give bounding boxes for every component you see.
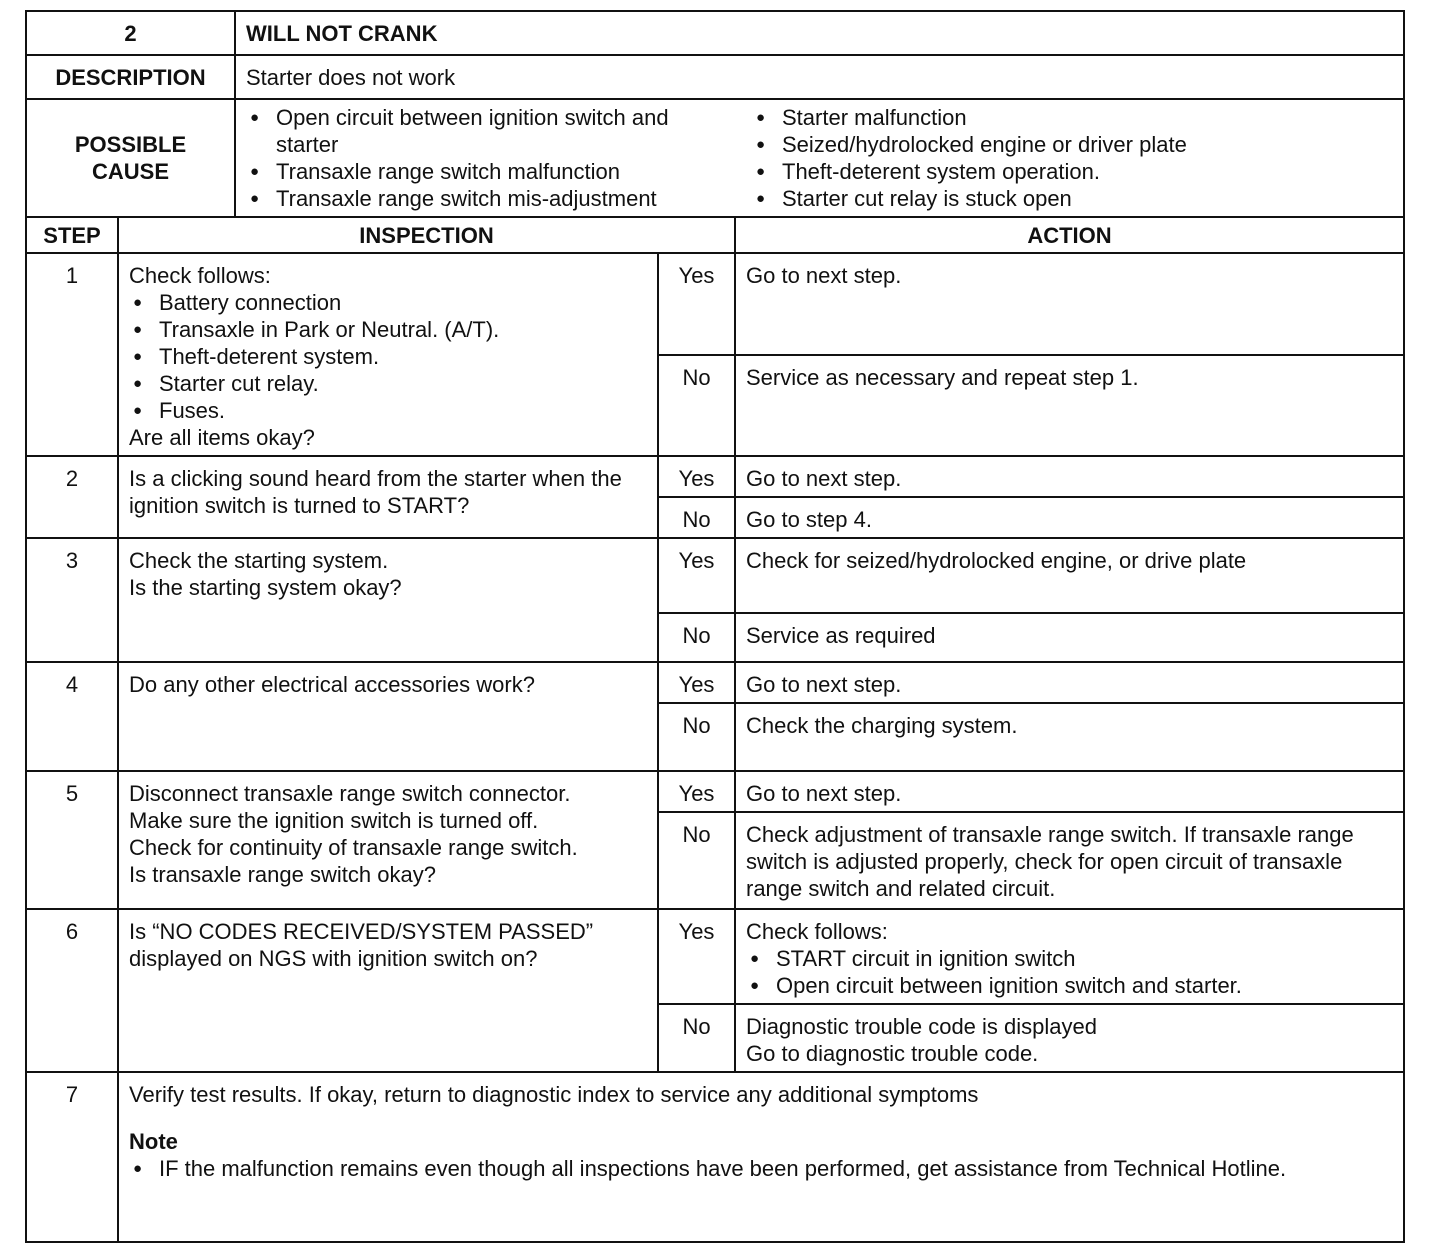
- inspection-item: ● Theft-deterent system.: [129, 343, 647, 370]
- action-intro: Check follows:: [746, 919, 888, 944]
- no-action: Service as necessary and repeat step 1.: [735, 355, 1404, 457]
- no-label: No: [658, 355, 735, 457]
- yes-label: Yes: [658, 771, 735, 812]
- step-number: 2: [26, 456, 118, 538]
- note-title: Note: [129, 1129, 178, 1154]
- step-number: 1: [26, 253, 118, 456]
- yes-action: [735, 909, 1404, 1004]
- step-inspection: [118, 253, 658, 456]
- yes-action: Go to next step.: [735, 253, 1404, 355]
- note-items: [129, 1155, 1393, 1182]
- causes-right: [752, 104, 1393, 212]
- no-label: No: [658, 703, 735, 771]
- inspection-line: Make sure the ignition switch is turned off.: [129, 808, 539, 833]
- cause-item: ● Open circuit between ignition switch and starter: [246, 104, 728, 158]
- step-inspection: [118, 771, 658, 909]
- note-item: ● IF the malfunction remains even though all inspections have been performed, get assistance from Technical Hotline.: [129, 1155, 1393, 1182]
- step-number: 3: [26, 538, 118, 662]
- step-row: [26, 456, 1404, 497]
- step-number: 5: [26, 771, 118, 909]
- no-action: Check adjustment of transaxle range switch. If transaxle range switch is adjusted properly, check for open circuit of transaxle range switch and related circuit.: [735, 812, 1404, 909]
- yes-action: Check for seized/hydrolocked engine, or drive plate: [735, 538, 1404, 613]
- description-label: DESCRIPTION: [26, 55, 235, 99]
- step-row: [26, 662, 1404, 703]
- col-inspection-header: INSPECTION: [118, 217, 735, 253]
- step-row: [26, 538, 1404, 613]
- yes-label: Yes: [658, 456, 735, 497]
- inspection-item: ● Fuses.: [129, 397, 647, 424]
- step-number: 6: [26, 909, 118, 1072]
- no-label: No: [658, 1004, 735, 1072]
- yes-action: Go to next step.: [735, 771, 1404, 812]
- inspection-question: Are all items okay?: [129, 425, 315, 450]
- cause-item: ● Transaxle range switch mis-adjustment: [246, 185, 728, 212]
- verify-text: Verify test results. If okay, return to diagnostic index to service any additional symptoms: [129, 1082, 979, 1107]
- cause-item: ● Starter cut relay is stuck open: [752, 185, 1393, 212]
- step-inspection: Do any other electrical accessories work?: [118, 662, 658, 771]
- inspection-intro: Check follows:: [129, 263, 271, 288]
- step-row: [26, 909, 1404, 1004]
- no-action: [735, 1004, 1404, 1072]
- yes-action: Go to next step.: [735, 456, 1404, 497]
- col-step-header: STEP: [26, 217, 118, 253]
- title-row: [26, 11, 1404, 55]
- yes-label: Yes: [658, 909, 735, 1004]
- inspection-line: Check the starting system.: [129, 548, 389, 573]
- inspection-line: Is the starting system okay?: [129, 575, 402, 600]
- no-action: Check the charging system.: [735, 703, 1404, 771]
- action-item: ● START circuit in ignition switch: [746, 945, 1393, 972]
- step-inspection: Is a clicking sound heard from the starter when the ignition switch is turned to START?: [118, 456, 658, 538]
- inspection-item: ● Transaxle in Park or Neutral. (A/T).: [129, 316, 647, 343]
- inspection-item: ● Starter cut relay.: [129, 370, 647, 397]
- step-row: [26, 1072, 1404, 1242]
- symptom-number: 2: [26, 11, 235, 55]
- yes-label: Yes: [658, 253, 735, 355]
- cause-item: ● Starter malfunction: [752, 104, 1393, 131]
- inspection-line: Disconnect transaxle range switch connector.: [129, 781, 571, 806]
- symptom-title: WILL NOT CRANK: [235, 11, 1404, 55]
- cause-item: ● Theft-deterent system operation.: [752, 158, 1393, 185]
- yes-action: Go to next step.: [735, 662, 1404, 703]
- cause-item: ● Seized/hydrolocked engine or driver plate: [752, 131, 1393, 158]
- yes-label: Yes: [658, 538, 735, 613]
- inspection-item: ● Battery connection: [129, 289, 647, 316]
- column-header-row: [26, 217, 1404, 253]
- no-action: Go to step 4.: [735, 497, 1404, 538]
- possible-cause-list: [235, 99, 1404, 217]
- troubleshooting-sheet: [25, 10, 1403, 1243]
- step-number: 7: [26, 1072, 118, 1242]
- no-action: Service as required: [735, 613, 1404, 662]
- description-row: [26, 55, 1404, 99]
- step-inspection: Is “NO CODES RECEIVED/SYSTEM PASSED” displayed on NGS with ignition switch on?: [118, 909, 658, 1072]
- inspection-items: [129, 289, 647, 424]
- yes-label: Yes: [658, 662, 735, 703]
- step-row: [26, 253, 1404, 355]
- inspection-line: Check for continuity of transaxle range switch.: [129, 835, 578, 860]
- step-row: [26, 771, 1404, 812]
- causes-left: [246, 104, 728, 212]
- inspection-line: Is transaxle range switch okay?: [129, 862, 436, 887]
- possible-cause-label: POSSIBLE CAUSE: [26, 99, 235, 217]
- step-verify: [118, 1072, 1404, 1242]
- step-number: 4: [26, 662, 118, 771]
- action-item: ● Open circuit between ignition switch and starter.: [746, 972, 1393, 999]
- no-label: No: [658, 812, 735, 909]
- step-inspection: [118, 538, 658, 662]
- action-line: Diagnostic trouble code is displayed: [746, 1014, 1097, 1039]
- action-items: [746, 945, 1393, 999]
- description-value: Starter does not work: [235, 55, 1404, 99]
- diagnostic-table: [25, 10, 1405, 1243]
- no-label: No: [658, 497, 735, 538]
- cause-item: ● Transaxle range switch malfunction: [246, 158, 728, 185]
- no-label: No: [658, 613, 735, 662]
- possible-cause-row: [26, 99, 1404, 217]
- col-action-header: ACTION: [735, 217, 1404, 253]
- action-line: Go to diagnostic trouble code.: [746, 1041, 1039, 1066]
